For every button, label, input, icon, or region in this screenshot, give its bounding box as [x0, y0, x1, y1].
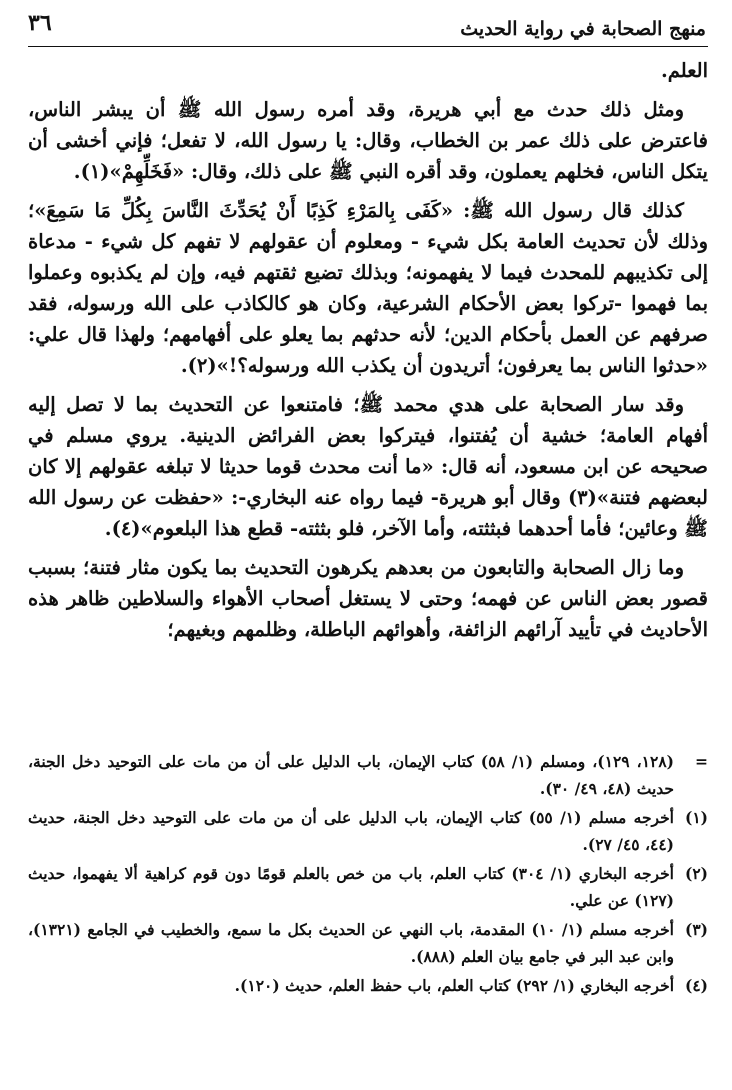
footnote-continuation — [28, 748, 708, 802]
footnote-number: (٤) — [684, 976, 708, 995]
page-number: ٣٦ — [28, 10, 52, 36]
footnote-number: (٢) — [684, 864, 708, 883]
footnote-text: أخرجه مسلم (١/ ١٠) المقدمة، باب النهي عن الحديث بكل ما سمع، والخطيب في الجامع (١٣٢١)، وابن عبد البر في جامع بيان العلم (٨٨٨). — [28, 920, 674, 966]
footnote-4 — [28, 972, 708, 999]
book-page — [28, 0, 708, 1090]
footnote-1 — [28, 804, 708, 858]
footnote-text: (١٢٨، ١٢٩)، ومسلم (١/ ٥٨) كتاب الإيمان، باب الدليل على أن من مات على التوحيد دخل الجنة، حديث (٤٨، ٤٩/ ٣٠). — [28, 752, 674, 798]
main-text — [28, 55, 708, 653]
footnotes — [28, 748, 708, 1001]
footnote-2 — [28, 860, 708, 914]
continuation-mark: = — [695, 752, 708, 771]
running-title: منهج الصحابة في رواية الحديث — [460, 18, 706, 40]
footnote-number: (٣) — [684, 920, 708, 939]
footnote-text: أخرجه مسلم (١/ ٥٥) كتاب الإيمان، باب الدليل على أن من مات على التوحيد دخل الجنة، حديث (٤٤، ٤٥/ ٢٧). — [28, 808, 674, 854]
footnote-number: (١) — [684, 808, 708, 827]
footnote-text: أخرجه البخاري (١/ ٢٩٢) كتاب العلم، باب حفظ العلم، حديث (١٢٠). — [234, 976, 674, 995]
paragraph: وقد سار الصحابة على هدي محمد ﷺ؛ فامتنعوا عن التحديث بما لا تصل إليه أفهام العامة؛ خشية أن يُفتنوا، فيتركوا بعض الفرائض الدينية. يروي مسلم في صحيحه عن ابن مسعود، أنه قال: «ما أنت محدث قوما حديثا لا تبلغه عقولهم إلا كان لبعضهم فتنة»(٣) وقال أبو هريرة- فيما رواه عنه البخاري-: «حفظت عن رسول الله ﷺ وعائين؛ فأما أحدهما فبثثته، وأما الآخر، فلو بثثته- قطع هذا البلعوم»(٤). — [28, 393, 708, 540]
footnote-3 — [28, 916, 708, 970]
paragraph: العلم. — [661, 59, 708, 82]
page-header — [28, 6, 708, 47]
paragraph: كذلك قال رسول الله ﷺ: «كَفَى بِالمَرْءِ كَذِبًا أَنْ يُحَدِّثَ النَّاسَ بِكُلِّ مَا سَمِعَ»؛ وذلك لأن تحديث العامة بكل شيء - ومعلوم أن عقولهم لا تفهم كل شيء - مدعاة إلى تكذيبهم للمحدث فيما لا يفهمونه؛ وبذلك تضيع ثقتهم فيه، وإن لم يكذبوه وعملوا بما فهموا -تركوا بعض الأحكام الشرعية، وكان هو كالكاذب على الله ورسوله، فقد صرفهم عن العمل بأحكام الدين؛ لأنه حدثهم بما يعلو على أفهامهم؛ ولهذا قال علي: «حدثوا الناس بما يعرفون؛ أتريدون أن يكذب الله ورسوله؟!»(٢). — [28, 199, 708, 377]
paragraph: ومثل ذلك حدث مع أبي هريرة، وقد أمره رسول الله ﷺ أن يبشر الناس، فاعترض على ذلك عمر بن الخطاب، وقال: يا رسول الله، لا تفعل؛ فإني أخشى أن يتكل الناس، فخلهم يعملون، وقد أقره النبي ﷺ على ذلك، وقال: «فَخَلِّهِمْ»(١). — [28, 98, 708, 183]
paragraph: وما زال الصحابة والتابعون من بعدهم يكرهون التحديث بما يكون مثار فتنة؛ بسبب قصور بعض الناس عن فهمه؛ وحتى لا يستغل أصحاب الأهواء والسلاطين ظاهر هذه الأحاديث في تأييد آرائهم الزائفة، وأهوائهم الباطلة، وظلمهم وبغيهم؛ — [28, 556, 708, 641]
footnote-text: أخرجه البخاري (١/ ٣٠٤) كتاب العلم، باب من خص بالعلم قومًا دون قوم كراهية ألا يفهموا، حديث (١٢٧) عن علي. — [28, 864, 674, 910]
